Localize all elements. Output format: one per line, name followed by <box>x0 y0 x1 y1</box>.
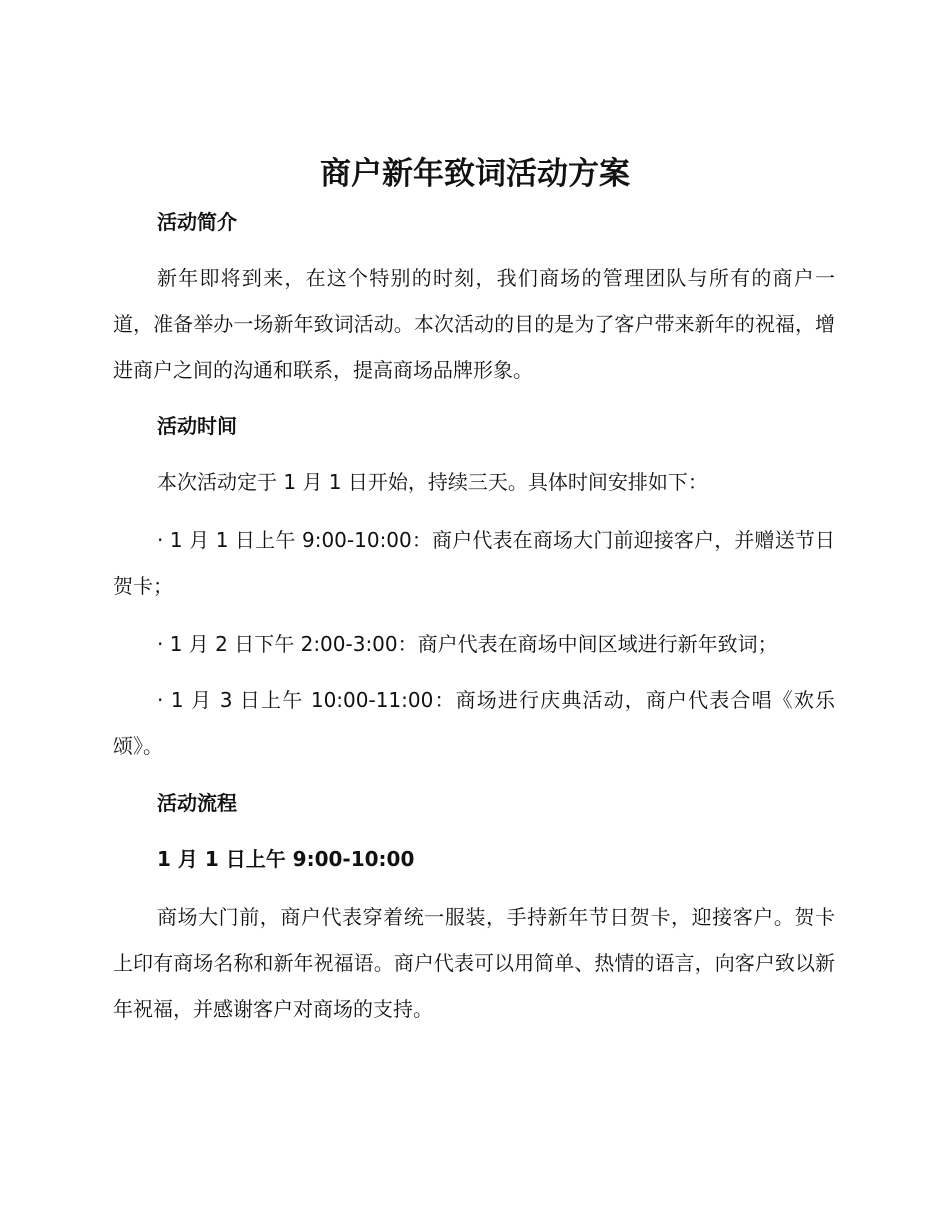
intro-paragraph: 新年即将到来，在这个特别的时刻，我们商场的管理团队与所有的商户一道，准备举办一场新年致词活动。本次活动的目的是为了客户带来新年的祝福，增进商户之间的沟通和联系，提高商场品牌形象。 <box>113 266 835 382</box>
schedule-item-day1: · 1 月 1 日上午 9:00-10:00：商户代表在商场大门前迎接客户，并赠送节日贺卡； <box>113 528 835 598</box>
document-title: 商户新年致词活动方案 <box>320 156 630 192</box>
process-paragraph: 商场大门前，商户代表穿着统一服装，手持新年节日贺卡，迎接客户。贺卡上印有商场名称和新年祝福语。商户代表可以用简单、热情的语言，向客户致以新年祝福，并感谢客户对商场的支持。 <box>113 905 835 1021</box>
schedule-item-day3: · 1 月 3 日上午 10:00-11:00：商场进行庆典活动，商户代表合唱《欢乐颂》。 <box>113 688 835 758</box>
time-paragraph: 本次活动定于 1 月 1 日开始，持续三天。具体时间安排如下： <box>157 470 708 494</box>
process-subheading: 1 月 1 日上午 9:00-10:00 <box>157 847 415 871</box>
section-heading-time: 活动时间 <box>157 414 237 438</box>
section-heading-process: 活动流程 <box>157 791 237 815</box>
schedule-item-day2: · 1 月 2 日下午 2:00-3:00：商户代表在商场中间区域进行新年致词； <box>157 632 778 656</box>
section-heading-intro: 活动简介 <box>157 210 237 234</box>
